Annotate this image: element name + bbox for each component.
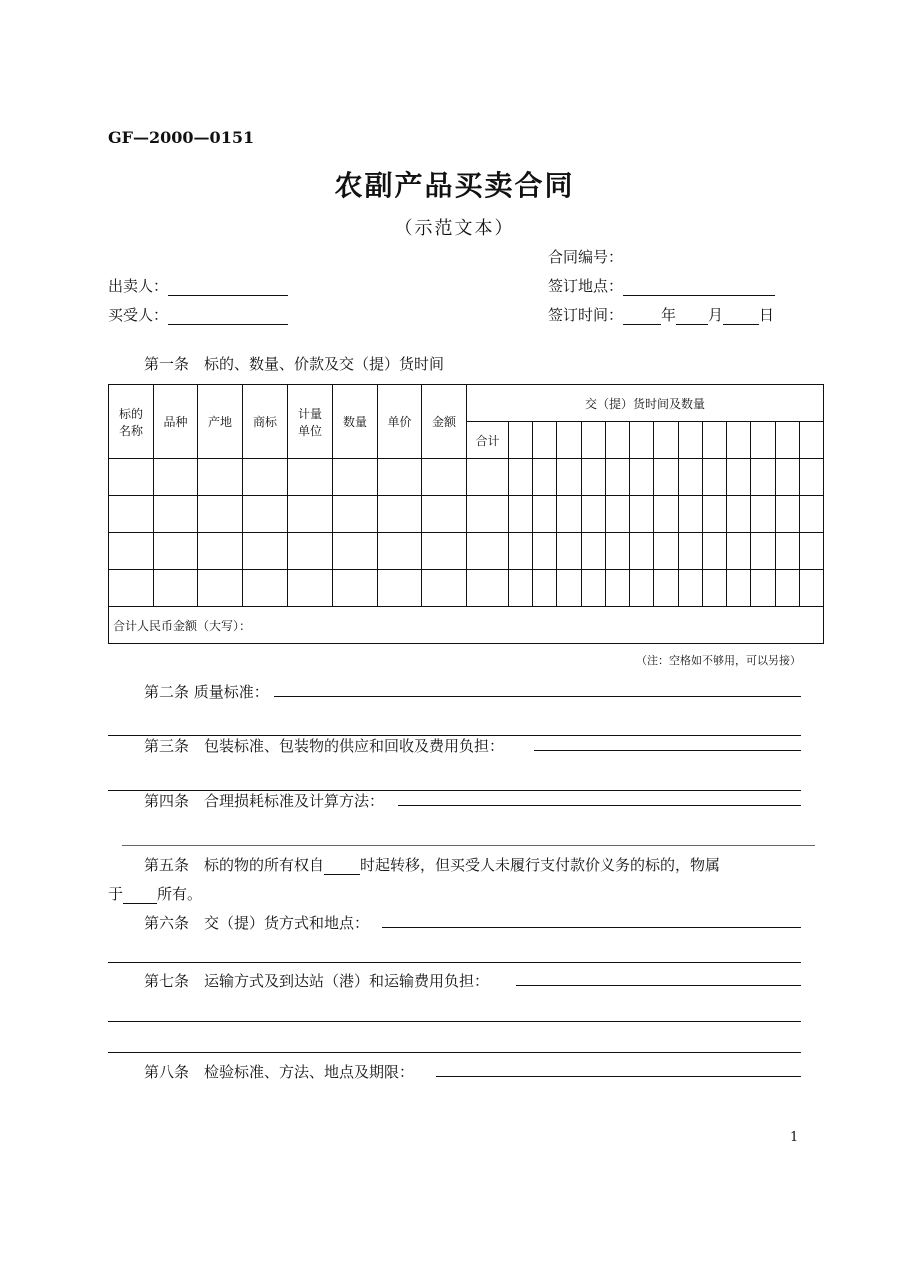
seller-label: 出卖人： [108,277,169,295]
sign-place-label: 签订地点： [548,277,624,295]
table-cell[interactable] [582,422,606,459]
table-cell[interactable] [630,570,654,607]
article-5-part3: 于 [108,885,124,903]
table-cell[interactable] [606,459,630,496]
table-cell[interactable] [378,496,422,533]
table-cell[interactable] [582,496,606,533]
header-origin: 产地 [198,385,243,459]
table-cell[interactable] [378,570,422,607]
table-cell[interactable] [776,496,800,533]
article-7-blank-line-2[interactable] [108,1052,801,1053]
article-7-label: 第七条 运输方式及到达站（港）和运输费用负担： [144,972,490,990]
table-cell[interactable] [703,533,727,570]
table-cell[interactable] [533,496,557,533]
table-cell[interactable] [509,533,533,570]
article-6-blank[interactable] [382,927,801,928]
table-cell[interactable] [533,459,557,496]
buyer-label: 买受人： [108,306,169,324]
article-8-label: 第八条 检验标准、方法、地点及期限： [144,1063,415,1081]
table-cell[interactable] [800,533,824,570]
header-name: 标的名称 [109,385,154,459]
table-cell[interactable] [333,496,378,533]
article-4-blank-line[interactable] [122,845,815,846]
table-cell[interactable] [679,570,703,607]
table-cell[interactable] [630,422,654,459]
table-cell[interactable] [154,459,198,496]
table-cell[interactable] [703,422,727,459]
month-label: 月 [708,306,724,324]
article-5-text [144,854,720,875]
table-cell[interactable] [154,496,198,533]
table-cell[interactable] [109,496,154,533]
table-cell[interactable] [509,570,533,607]
article-5-part4: 所有。 [157,885,203,903]
table-cell[interactable] [751,570,776,607]
table-cell[interactable] [727,533,751,570]
table-cell[interactable] [198,496,243,533]
table-cell[interactable] [422,533,467,570]
table-cell[interactable] [727,496,751,533]
article-5-part2: 时起转移，但买受人未履行支付款价义务的标的，物属 [360,856,721,874]
table-cell[interactable] [679,496,703,533]
sign-place-field[interactable] [548,275,775,296]
table-cell[interactable] [606,570,630,607]
table-cell[interactable] [109,459,154,496]
table-cell[interactable] [654,496,679,533]
table-cell[interactable] [606,533,630,570]
table-row [109,459,824,496]
table-cell[interactable] [422,570,467,607]
table-cell[interactable] [654,422,679,459]
table-cell[interactable] [509,496,533,533]
table-cell[interactable] [606,496,630,533]
sign-place-blank[interactable] [623,279,775,296]
table-cell[interactable] [288,459,333,496]
table-cell[interactable] [776,533,800,570]
table-cell[interactable] [509,459,533,496]
table-cell[interactable] [198,570,243,607]
article-6-label: 第六条 交（提）货方式和地点： [144,914,370,932]
header-price: 单价 [378,385,422,459]
table-cell[interactable] [333,570,378,607]
table-cell[interactable] [800,570,824,607]
article-3-blank[interactable] [534,750,801,751]
article-4-blank[interactable] [398,805,801,806]
table-cell[interactable] [630,496,654,533]
table-cell[interactable] [654,459,679,496]
header-delivery: 交（提）货时间及数量 [467,385,824,422]
table-cell[interactable] [533,570,557,607]
table-cell[interactable] [509,422,533,459]
table-cell[interactable] [800,496,824,533]
table-cell[interactable] [582,459,606,496]
table-cell[interactable] [154,533,198,570]
table-cell[interactable] [557,533,582,570]
article-5-part1: 第五条 标的物的所有权自 [144,856,325,874]
table-cell[interactable] [654,533,679,570]
table-cell[interactable] [243,496,288,533]
seller-blank[interactable] [168,279,288,296]
table-cell[interactable] [703,459,727,496]
table-cell[interactable] [557,422,582,459]
table-row [109,570,824,607]
table-cell[interactable] [703,496,727,533]
header-variety: 品种 [154,385,198,459]
buyer-blank[interactable] [168,308,288,325]
table-cell[interactable] [800,422,824,459]
table-cell[interactable] [333,533,378,570]
table-cell[interactable] [467,459,509,496]
table-cell[interactable] [533,422,557,459]
header-unit: 计量单位 [288,385,333,459]
table-cell[interactable] [154,570,198,607]
day-label: 日 [759,306,775,324]
month-blank[interactable] [676,308,708,325]
document-code: GF—2000—0151 [108,128,255,147]
table-cell[interactable] [467,570,509,607]
table-cell[interactable] [703,570,727,607]
article-2-label: 第二条 质量标准： [144,683,269,701]
owner-blank[interactable] [123,887,157,904]
sign-time-field[interactable] [548,304,774,325]
article-3-label: 第三条 包装标准、包装物的供应和回收及费用负担： [144,737,505,755]
table-cell[interactable] [533,533,557,570]
table-note: （注：空格如不够用，可以另接） [636,654,801,667]
table-cell[interactable] [557,570,582,607]
article-4-label: 第四条 合理损耗标准及计算方法： [144,792,385,810]
table-cell[interactable] [800,459,824,496]
table-cell[interactable] [630,533,654,570]
table-cell[interactable] [679,533,703,570]
total-amount-cell[interactable]: 合计人民币金额（大写）： [109,607,824,644]
buyer-field[interactable] [108,304,288,325]
table-cell[interactable] [582,533,606,570]
table-cell[interactable] [751,496,776,533]
table-cell[interactable] [606,422,630,459]
table-cell[interactable] [243,570,288,607]
day-blank[interactable] [723,308,759,325]
table-cell[interactable] [776,570,800,607]
table-cell[interactable] [198,533,243,570]
table-cell[interactable] [467,496,509,533]
article-5-continuation [108,883,202,904]
goods-table [108,384,824,644]
table-cell[interactable] [727,422,751,459]
table-cell[interactable] [422,459,467,496]
table-cell[interactable] [198,459,243,496]
page-title: 农副产品买卖合同 [334,169,575,202]
year-blank[interactable] [623,308,661,325]
table-cell[interactable] [751,459,776,496]
table-cell[interactable] [679,422,703,459]
table-cell[interactable] [557,496,582,533]
article-8-blank[interactable] [436,1076,801,1077]
table-row [109,533,824,570]
page-subtitle: （示范文本） [394,218,515,239]
sign-time-label: 签订时间： [548,306,624,324]
table-row [109,496,824,533]
table-cell[interactable] [630,459,654,496]
table-cell[interactable] [751,422,776,459]
seller-field[interactable] [108,275,288,296]
table-cell[interactable] [776,422,800,459]
table-cell[interactable] [654,570,679,607]
article-6-blank-line[interactable] [108,962,801,963]
table-cell[interactable] [557,459,582,496]
header-quantity: 数量 [333,385,378,459]
header-amount: 金额 [422,385,467,459]
table-cell[interactable] [288,496,333,533]
year-label: 年 [661,306,677,324]
article-2-blank[interactable] [274,696,801,697]
table-cell[interactable] [333,459,378,496]
transfer-time-blank[interactable] [324,858,360,875]
table-cell[interactable] [422,496,467,533]
page-number: 1 [790,1130,799,1145]
table-cell[interactable] [288,533,333,570]
table-cell[interactable] [109,570,154,607]
table-cell[interactable] [751,533,776,570]
article-1-heading: 第一条 标的、数量、价款及交（提）货时间 [144,355,445,373]
table-cell[interactable] [243,459,288,496]
table-cell[interactable] [727,570,751,607]
article-7-blank-line-1[interactable] [108,1021,801,1022]
table-cell[interactable] [243,533,288,570]
table-cell[interactable] [109,533,154,570]
table-cell[interactable] [679,459,703,496]
table-cell[interactable] [776,459,800,496]
contract-no-label: 合同编号： [548,248,624,266]
table-cell[interactable] [378,459,422,496]
table-cell[interactable] [378,533,422,570]
table-cell[interactable] [727,459,751,496]
header-brand: 商标 [243,385,288,459]
article-7-blank[interactable] [516,985,801,986]
header-subtotal: 合计 [467,422,509,459]
table-cell[interactable] [288,570,333,607]
table-cell[interactable] [467,533,509,570]
table-cell[interactable] [582,570,606,607]
